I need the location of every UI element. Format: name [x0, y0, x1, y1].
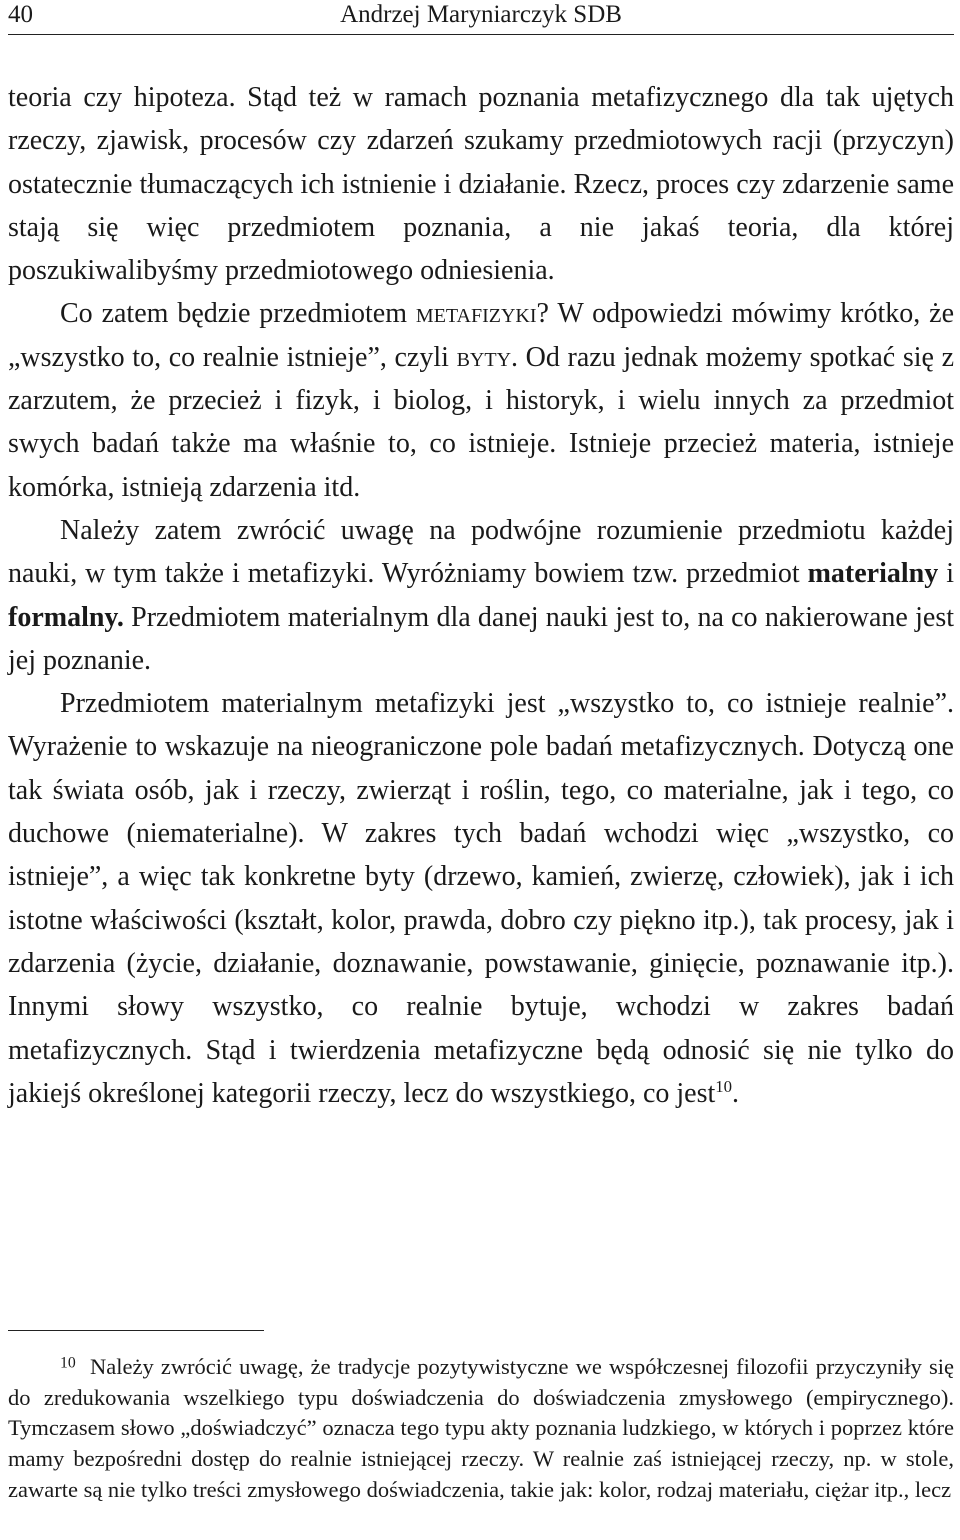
footnote-reference[interactable]: 10	[715, 1076, 733, 1096]
bold-term-materialny: materialny	[807, 558, 939, 590]
paragraph-3-part-c: Przedmiotem materialnym dla danej nauki jest to, na co nakierowane jest jej poznanie.	[8, 601, 954, 676]
running-title: Andrzej Maryniarczyk SDB	[340, 1, 622, 28]
footnote-number: 10	[60, 1354, 76, 1372]
bold-term-formalny: formalny.	[8, 601, 124, 633]
paragraph-4-end: .	[732, 1077, 740, 1109]
paragraph-2	[8, 292, 954, 508]
paragraph-3	[8, 509, 954, 682]
paragraph-2-part-a: Co zatem będzie przedmiotem	[60, 298, 416, 330]
footnote-text: Należy zwrócić uwagę, że tradycje pozytywistyczne we współczesnej filozofii przyczyniły się do zredukowania wszelkiego typu doświadczenia do doświadczenia zmysłowego (empirycznego). Tymczasem słowo „doświadczyć” oznacza tego typu akty poznania ludzkiego, w których i poprzez które mamy bezpośredni dostęp do realnie istniejącej rzeczy. W realnie zaś istniejącej rzeczy, np. w stole, zawarte są nie tylko treści zmysłowego doświadczenia, takie jak: kolor, rodzaj materiału, ciężar itp., lecz	[8, 1354, 954, 1502]
paragraph-1: teoria czy hipoteza. Stąd też w ramach poznania metafizycznego dla tak ujętych rzeczy, zjawisk, procesów czy zdarzeń szukamy przedmiotowych racji (przyczyn) ostatecznie tłumaczących ich istnienie i działanie. Rzecz, proces czy zdarzenie same stają się więc przedmiotem poznania, a nie jakaś teoria, dla której poszukiwalibyśmy przedmiotowego odniesienia.	[8, 82, 954, 287]
paragraph-2-part-b: ? W odpowiedzi mówimy krótko, że „wszystko to, co realnie istnieje”, czyli	[8, 298, 954, 373]
small-caps-term-byty: byty	[456, 341, 512, 373]
paragraph-3-part-a: Należy zatem zwrócić uwagę na podwójne rozumienie przedmiotu każdej nauki, w tym także i metafizyki. Wyróżniamy bowiem tzw. przedmiot	[8, 514, 954, 590]
paragraph-2-part-c: . Od razu jednak możemy spotkać się z zarzutem, że przecież i fizyk, i biolog, i historyk, i wielu innych za przedmiot swych badań także ma właśnie to, co istnieje. Istnieje przecież materia, istnieje komórka, istnieją zdarzenia itd.	[8, 341, 954, 503]
small-caps-term-metafizyki: metafizyki	[415, 298, 537, 330]
footnote-divider	[8, 1330, 264, 1331]
paragraph-3-mid: i	[938, 558, 955, 590]
page-number: 40	[8, 1, 33, 28]
footnote-paragraph	[8, 1352, 954, 1506]
body-text	[8, 76, 954, 1115]
footnote	[8, 1352, 954, 1506]
paragraph-4	[8, 682, 954, 1115]
page-header	[8, 0, 954, 35]
paragraph-4-text: Przedmiotem materialnym metafizyki jest „wszystko to, co istnieje realnie”. Wyrażenie to wskazuje na nieograniczone pole badań metafizycznych. Dotyczą one tak świata osób, jak i rzeczy, zwierząt i roślin, tego, co materialne, jak i tego, co duchowe (niematerialne). W zakres tych badań wchodzi więc „wszystko, co istnieje”, a więc tak konkretne byty (drzewo, kamień, zwierzę, człowiek), jak i ich istotne właściwości (kształt, kolor, prawda, dobro czy piękno itp.), tak procesy, jak i zdarzenia (życie, działanie, doznawanie, powstawanie, ginięcie, poznawanie itp.). Innymi słowy wszystko, co realnie bytuje, wchodzi w zakres badań metafizycznych. Stąd i twierdzenia metafizyczne będą odnosić się nie tylko do jakiejś określonej kategorii rzeczy, lecz do wszystkiego, co jest	[8, 688, 954, 1109]
